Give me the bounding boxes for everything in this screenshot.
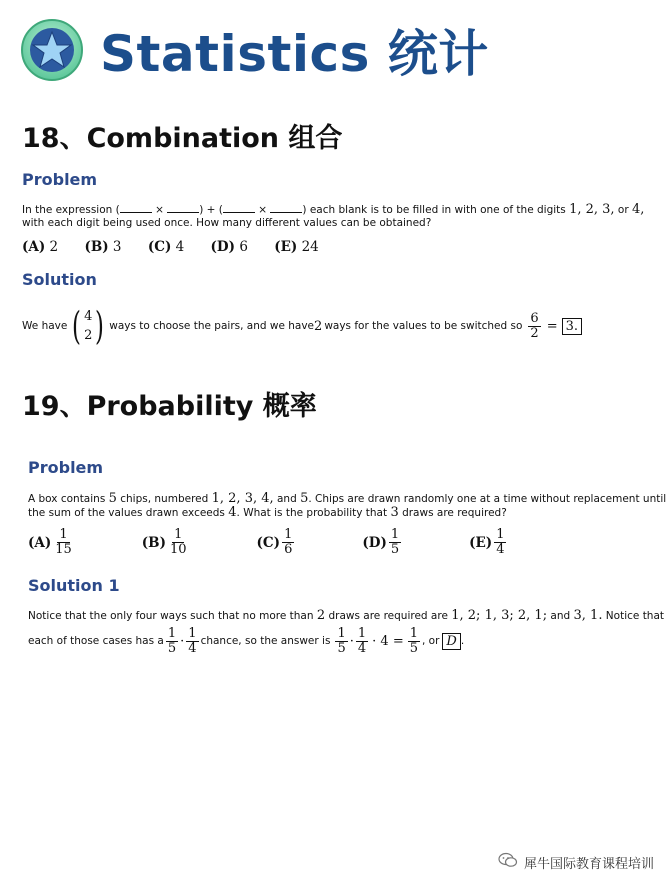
wechat-icon	[498, 852, 518, 872]
watermark: 犀牛国际教育课程培训	[498, 852, 654, 872]
solution-18-heading: Solution	[22, 270, 97, 289]
problem-19-line-1: A box contains 5 chips, numbered 1, 2, 3, 4, and 5. Chips are drawn randomly one at a time without replacement until	[28, 491, 667, 506]
blank-4	[270, 203, 302, 213]
solution-19-heading: Solution 1	[28, 576, 120, 595]
problem-19-heading: Problem	[28, 458, 104, 477]
solution-19-line-1: Notice that the only four ways such that no more than 2 draws are required are 1, 2; 1, 3; 2, 1; and 3, 1. Notice that	[28, 608, 665, 623]
problem-18-line-2: with each digit being used once. How many different values can be obtained?	[22, 217, 432, 229]
banner-title: Statistics 统计	[100, 25, 489, 83]
choice-c: (C) 4	[147, 239, 185, 255]
choice-b: (B) $\frac{1}{10}$	[141, 527, 187, 557]
blank-1	[120, 203, 152, 213]
binomial-4-choose-2: ( 4 2 )	[72, 304, 105, 348]
blank-3	[223, 203, 255, 213]
solution-18-text: We have ( 4 2 ) ways to choose the pairs, and we have 2 ways for the values to be switched so $\frac{6}{2}$ = 3.	[22, 300, 582, 352]
blank-2	[167, 203, 199, 213]
solution-19-line-2: each of those cases has a $\frac{1}{5}$ · $\frac{1}{4}$ chance, so the answer is $\frac{1}{5}$ · $\frac{1}{4}$ · 4 = $\frac{1}{5}$ , or D .	[28, 625, 465, 656]
choice-e: (E) 24	[274, 239, 319, 255]
choice-d: (D) 6	[210, 239, 248, 255]
choice-b: (B) 3	[84, 239, 122, 255]
problem-18-line-1: In the expression ( × ) + ( × ) each blank is to be filled in with one of the digits 1, 2, 3, or 4,	[22, 202, 645, 217]
problem-18-heading: Problem	[22, 170, 98, 189]
choices-18	[22, 239, 341, 255]
star-badge-icon	[20, 18, 84, 82]
choices-19	[28, 528, 550, 557]
choice-a: (A) $\frac{1}{15}$	[28, 527, 72, 557]
choice-c: (C) $\frac{1}{6}$	[256, 527, 293, 557]
section-19-title: 19、Probability 概率	[22, 391, 317, 422]
choice-d: (D) $\frac{1}{5}$	[362, 527, 400, 557]
problem-19-line-2: the sum of the values drawn exceeds 4. What is the probability that 3 draws are required?	[28, 505, 507, 520]
answer-18-box: 3.	[562, 318, 582, 335]
answer-19-box: D	[442, 633, 460, 650]
choice-a: (A) 2	[22, 239, 59, 255]
choice-e: (E) $\frac{1}{4}$	[469, 527, 505, 557]
section-18-title: 18、Combination 组合	[22, 123, 343, 154]
